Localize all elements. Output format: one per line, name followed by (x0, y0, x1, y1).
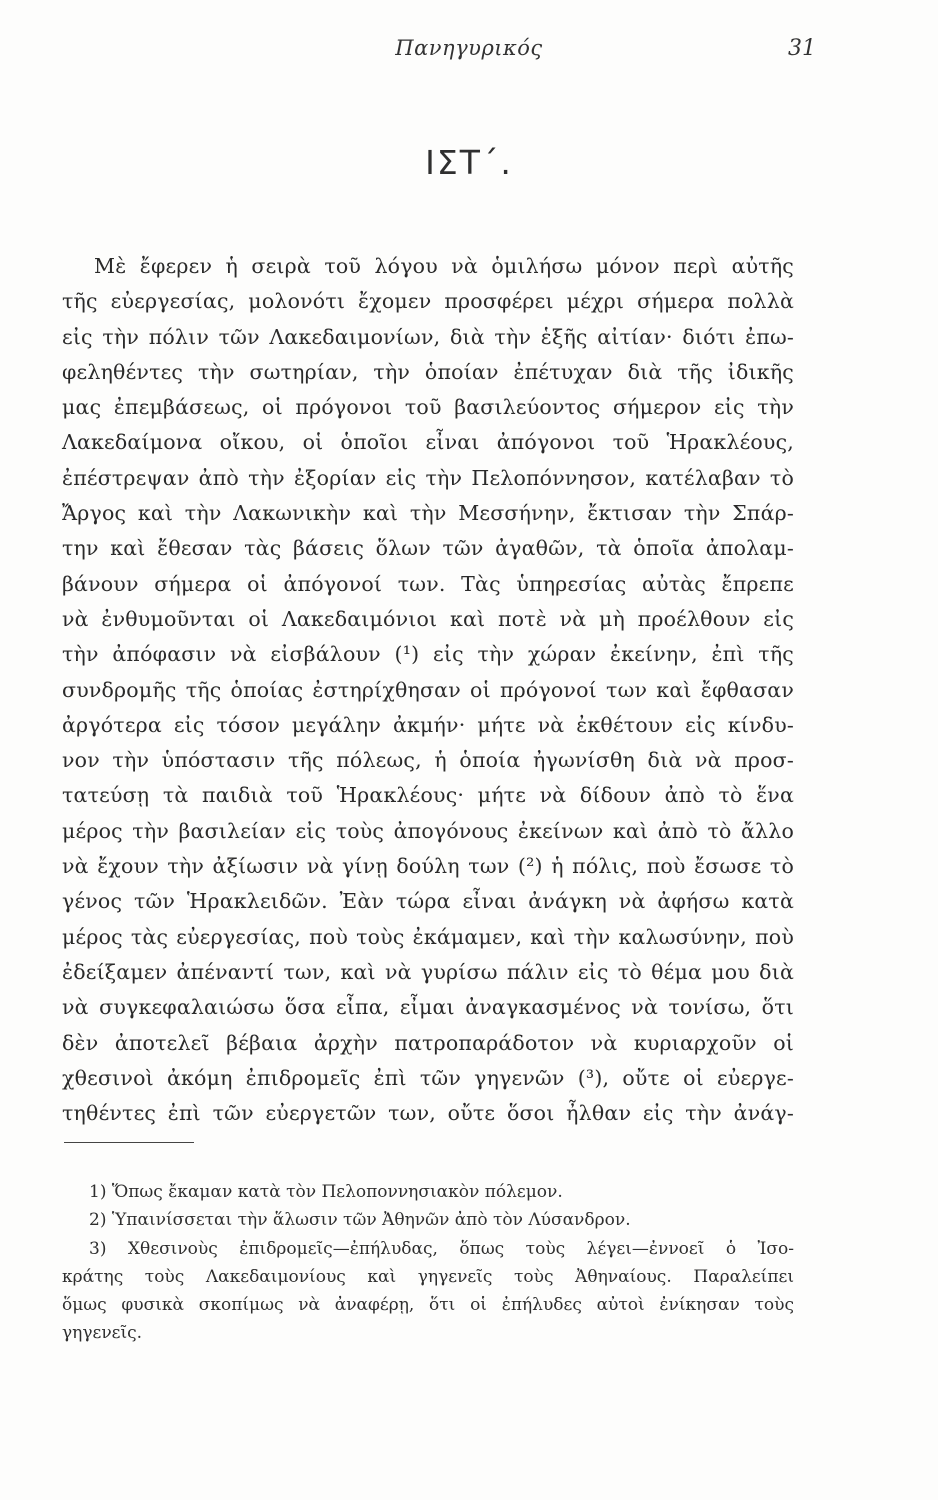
text-line: βάνουν σήμερα οἱ ἀπόγονοί των. Τὰς ὑπηρεσίας αὐτὰς ἔπρεπε (62, 571, 794, 596)
running-title: Πανηγυρικός (395, 36, 543, 60)
text-line: τατεύσῃ τὰ παιδιὰ τοῦ Ἡρακλέους· μήτε νὰ δίδουν ἀπὸ τὸ ἕνα (62, 783, 794, 808)
text-line: νὰ ἔχουν τὴν ἀξίωσιν νὰ γίνῃ δούλη των (²) ἡ πόλις, ποὺ ἔσωσε τὸ (62, 854, 794, 879)
text-line: νὰ ἐνθυμοῦνται οἱ Λακεδαιμόνιοι καὶ ποτὲ νὰ μὴ προέλθουν εἰς (62, 606, 794, 631)
text-line: γένος τῶν Ἡρακλειδῶν. Ἐὰν τώρα εἶναι ἀνάγκη νὰ ἀφήσω κατὰ (62, 889, 794, 914)
page-number: 31 (788, 36, 816, 61)
footnote-3-continued: κράτης τοὺς Λακεδαιμονίους καὶ γηγενεῖς τοὺς Ἀθηναίους. Παραλείπει (62, 1266, 794, 1287)
footnote-3-continued: ὅμως φυσικὰ σκοπίμως νὰ ἀναφέρῃ, ὅτι οἱ ἐπήλυδες αὐτοὶ ἐνίκησαν τοὺς (62, 1295, 794, 1316)
text-line: την καὶ ἔθεσαν τὰς βάσεις ὅλων τῶν ἀγαθῶν, τὰ ὁποῖα ἀπολαμ- (62, 536, 794, 561)
text-line: χθεσινοὶ ἀκόμη ἐπιδρομεῖς ἐπὶ τῶν γηγενῶν (³), οὔτε οἱ εὐεργε- (62, 1065, 794, 1090)
text-line: τῆς εὐεργεσίας, μολονότι ἔχομεν προσφέρει μέχρι σήμερα πολλὰ (62, 289, 794, 314)
text-line: ἐπέστρεψαν ἀπὸ τὴν ἐξορίαν εἰς τὴν Πελοπόννησον, κατέλαβαν τὸ (62, 465, 794, 490)
footnote-3: 3) Χθεσινοὺς ἐπιδρομεῖς—ἐπήλυδας, ὅπως τοὺς λέγει—ἐννοεῖ ὁ Ἰσο- (89, 1238, 794, 1259)
text-line: τὴν ἀπόφασιν νὰ εἰσβάλουν (¹) εἰς τὴν χώραν ἐκείνην, ἐπὶ τῆς (62, 642, 794, 667)
text-line: Μὲ ἔφερεν ἡ σειρὰ τοῦ λόγου νὰ ὁμιλήσω μόνον περὶ αὐτῆς (94, 254, 794, 278)
text-line: εἰς τὴν πόλιν τῶν Λακεδαιμονίων, διὰ τὴν ἑξῆς αἰτίαν· διότι ἐπω- (62, 324, 794, 349)
footnote-2: 2) Ὑπαινίσσεται τὴν ἅλωσιν τῶν Ἀθηνῶν ἀπὸ τὸν Λύσανδρον. (89, 1210, 631, 1231)
text-line: ἀργότερα εἰς τόσον μεγάλην ἀκμήν· μήτε νὰ ἐκθέτουν εἰς κίνδυ- (62, 712, 794, 737)
text-line: συνδρομῆς τῆς ὁποίας ἐστηρίχθησαν οἱ πρόγονοί των καὶ ἔφθασαν (62, 677, 794, 702)
section-heading: ΙΣΤ΄. (425, 143, 513, 182)
footnotes (62, 1178, 794, 1348)
text-line: μας ἐπεμβάσεως, οἱ πρόγονοι τοῦ βασιλεύοντος σήμερον εἰς τὴν (62, 395, 794, 420)
text-line: μέρος τὰς εὐεργεσίας, ποὺ τοὺς ἐκάμαμεν, καὶ τὴν καλωσύνην, ποὺ (62, 924, 794, 949)
text-line: ἐδείξαμεν ἀπέναντί των, καὶ νὰ γυρίσω πάλιν εἰς τὸ θέμα μου διὰ (62, 959, 794, 984)
running-head (0, 36, 938, 66)
text-line: νον τὴν ὑπόστασιν τῆς πόλεως, ἡ ὁποία ἠγωνίσθη διὰ νὰ προσ- (62, 748, 794, 773)
text-line: Ἄργος καὶ τὴν Λακωνικὴν καὶ τὴν Μεσσήνην, ἔκτισαν τὴν Σπάρ- (62, 501, 794, 526)
text-line: μέρος τὴν βασιλείαν εἰς τοὺς ἀπογόνους ἐκείνων καὶ ἀπὸ τὸ ἄλλο (62, 818, 794, 843)
footnote-1: 1) Ὅπως ἔκαμαν κατὰ τὸν Πελοποννησιακὸν πόλεμον. (89, 1182, 563, 1202)
footnote-divider (64, 1142, 194, 1143)
text-line: τηθέντες ἐπὶ τῶν εὐεργετῶν των, οὔτε ὅσοι ἦλθαν εἰς τὴν ἀνάγ- (62, 1101, 794, 1126)
text-line: νὰ συγκεφαλαιώσω ὅσα εἶπα, εἶμαι ἀναγκασμένος νὰ τονίσω, ὅτι (62, 995, 794, 1020)
body-text (62, 249, 794, 1131)
text-line: Λακεδαίμονα οἴκου, οἱ ὁποῖοι εἶναι ἀπόγονοι τοῦ Ἡρακλέους, (62, 430, 794, 455)
footnote-3-continued: γηγενεῖς. (62, 1323, 143, 1344)
text-line: φεληθέντες τὴν σωτηρίαν, τὴν ὁποίαν ἐπέτυχαν διὰ τῆς ἰδικῆς (62, 359, 794, 384)
text-line: δὲν ἀποτελεῖ βέβαια ἀρχὴν πατροπαράδοτον νὰ κυριαρχοῦν οἱ (62, 1030, 794, 1055)
